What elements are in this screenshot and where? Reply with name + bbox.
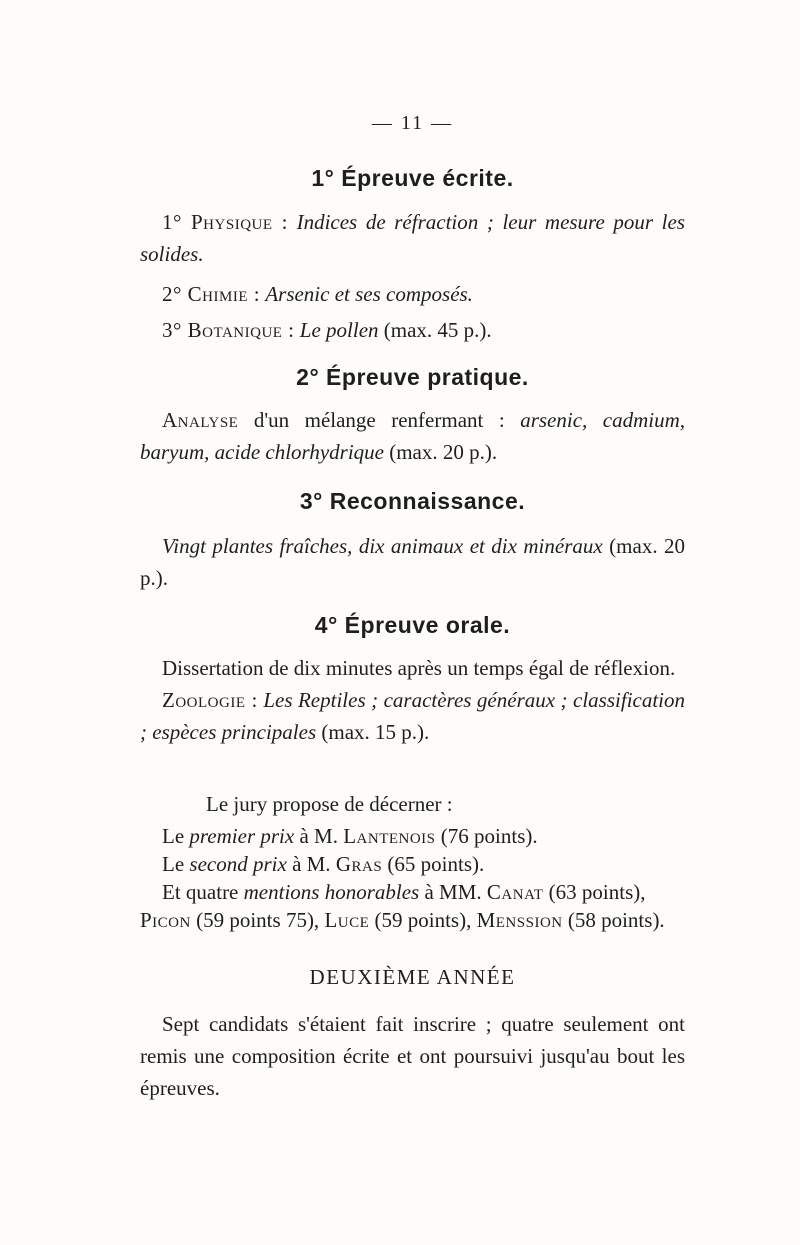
jury-line-1-to: à M. xyxy=(299,824,338,848)
chimie-text: Arsenic et ses composés. xyxy=(265,282,473,306)
analyse-lead: d'un mélange renfermant : xyxy=(253,408,505,432)
botanique-max: (max. 45 p.). xyxy=(383,318,492,342)
jury-line-2-prefix: Le xyxy=(162,852,185,876)
analyse-label: Analyse xyxy=(162,408,239,432)
zoologie-label: Zoologie : xyxy=(162,688,258,712)
section-2-body xyxy=(140,404,685,468)
jury-luce-name: Luce xyxy=(324,908,370,932)
botanique-item xyxy=(140,314,685,346)
jury-menssion-name: Menssion xyxy=(476,908,563,932)
jury-line-3-prefix: Et quatre xyxy=(162,880,239,904)
jury-line-1-prefix: Le xyxy=(162,824,185,848)
botanique-text: Le pollen xyxy=(299,318,379,342)
page-number: — 11 — xyxy=(371,112,454,134)
jury-line-2-name: Gras xyxy=(335,852,383,876)
jury-line-4 xyxy=(140,906,685,934)
jury-picon-name: Picon xyxy=(140,908,191,932)
deuxieme-annee-title: DEUXIÈME ANNÉE xyxy=(309,965,516,989)
jury-line-3 xyxy=(140,878,685,906)
chimie-item xyxy=(140,278,685,310)
section-heading-4: 4° Épreuve orale. xyxy=(314,612,511,638)
physique-text: Indices de réfraction ; leur mesure pour les solides. xyxy=(140,210,685,266)
reconnaissance-max: (max. 20 p.). xyxy=(140,534,686,590)
zoologie-max: (max. 15 p.). xyxy=(321,720,430,744)
jury-line-1-name: Lantenois xyxy=(343,824,436,848)
analyse-max: (max. 20 p.). xyxy=(389,440,498,464)
deuxieme-annee-text: Sept candidats s'étaient fait inscrire ; quatre seulement ont remis une composition écrite et ont poursuivi jusqu'au bout les épreuves. xyxy=(140,1012,685,1100)
zoologie-item xyxy=(140,684,685,748)
reconnaissance-text: Vingt plantes fraîches, dix animaux et dix minéraux xyxy=(162,534,603,558)
jury-line-2 xyxy=(140,850,685,878)
jury-line-2-to: à M. xyxy=(292,852,331,876)
jury-line-2-points: (65 points). xyxy=(387,852,485,876)
section-heading-2: 2° Épreuve pratique. xyxy=(296,364,529,390)
analyse-text: arsenic, cadmium, baryum, acide chlorhydrique xyxy=(140,408,686,464)
jury-picon-points: (59 points 75), xyxy=(196,908,320,932)
deuxieme-annee-body xyxy=(140,1008,685,1104)
jury-line-2-prize: second prix xyxy=(189,852,287,876)
botanique-label: 3° Botanique : xyxy=(162,318,295,342)
jury-menssion-points: (58 points). xyxy=(567,908,665,932)
jury-block xyxy=(140,790,685,934)
section-3-body xyxy=(140,530,685,594)
jury-line-3-points: (63 points), xyxy=(548,880,646,904)
section-1-body xyxy=(140,206,685,346)
jury-line-3-prize: mentions honorables xyxy=(243,880,420,904)
physique-item xyxy=(140,206,685,270)
section-heading-1: 1° Épreuve écrite. xyxy=(311,165,514,191)
physique-label: 1° Physique : xyxy=(162,210,288,234)
jury-line-3-name: Canat xyxy=(486,880,544,904)
reconnaissance-item xyxy=(140,530,685,594)
section-4-body xyxy=(140,652,685,748)
jury-luce-points: (59 points), xyxy=(374,908,472,932)
zoologie-text: Les Reptiles ; caractères généraux ; classification ; espèces principales xyxy=(140,688,686,744)
analyse-item xyxy=(140,404,685,468)
jury-line-3-to: à MM. xyxy=(424,880,482,904)
jury-line-1-points: (76 points). xyxy=(440,824,538,848)
oral-intro: Dissertation de dix minutes après un temps égal de réflexion. xyxy=(162,656,676,680)
section-heading-3: 3° Reconnaissance. xyxy=(299,488,526,514)
jury-line-1-prize: premier prix xyxy=(189,824,295,848)
jury-intro: Le jury propose de décerner : xyxy=(206,792,453,816)
jury-line-1 xyxy=(140,822,685,850)
chimie-label: 2° Chimie : xyxy=(162,282,261,306)
